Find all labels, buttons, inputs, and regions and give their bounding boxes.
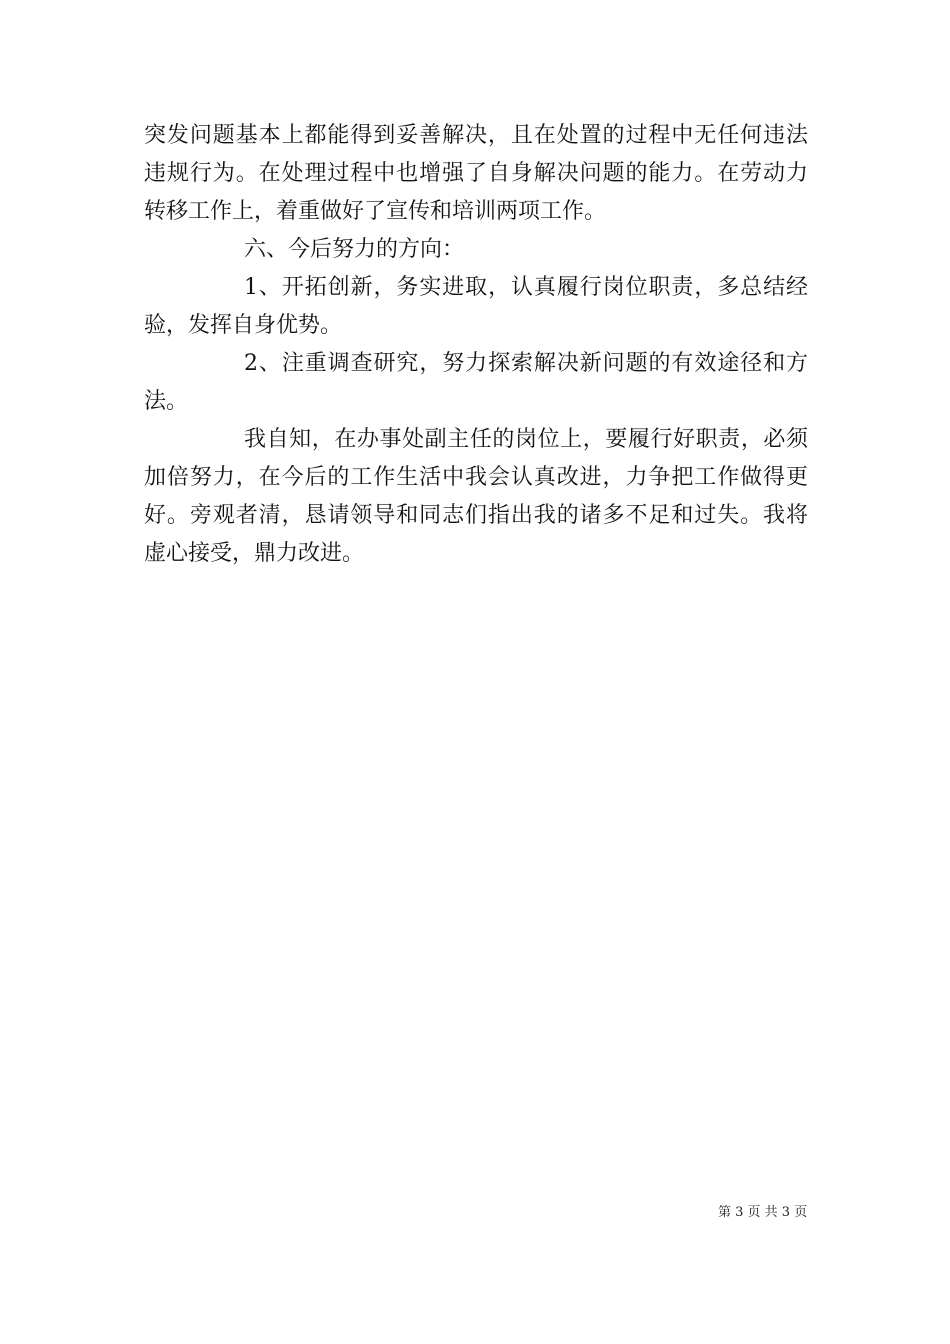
section-heading: 六、今后努力的方向：	[244, 237, 465, 262]
list-item-line: 2、注重调查研究，努力探索解决新问题的有效途径和方	[244, 351, 808, 376]
paragraph-start-line: 我自知，在办事处副主任的岗位上，要履行好职责，必须	[244, 427, 808, 452]
text-line: 法。	[144, 389, 189, 414]
text-line: 验，发挥自身优势。	[144, 313, 343, 338]
text-line: 加倍努力，在今后的工作生活中我会认真改进，力争把工作做得更	[144, 465, 808, 490]
text-line: 违规行为。在处理过程中也增强了自身解决问题的能力。在劳动力	[144, 161, 808, 186]
list-item-line: 1、开拓创新，务实进取，认真履行岗位职责，多总结经	[244, 275, 808, 300]
text-line: 虚心接受，鼎力改进。	[144, 541, 365, 566]
text-line: 突发问题基本上都能得到妥善解决，且在处置的过程中无任何违法	[144, 123, 808, 148]
document-body	[144, 117, 808, 573]
text-line: 转移工作上，着重做好了宣传和培训两项工作。	[144, 199, 607, 224]
text-line: 好。旁观者清，恳请领导和同志们指出我的诸多不足和过失。我将	[144, 503, 808, 528]
page-number-footer: 第 3 页 共 3 页	[718, 1205, 808, 1220]
